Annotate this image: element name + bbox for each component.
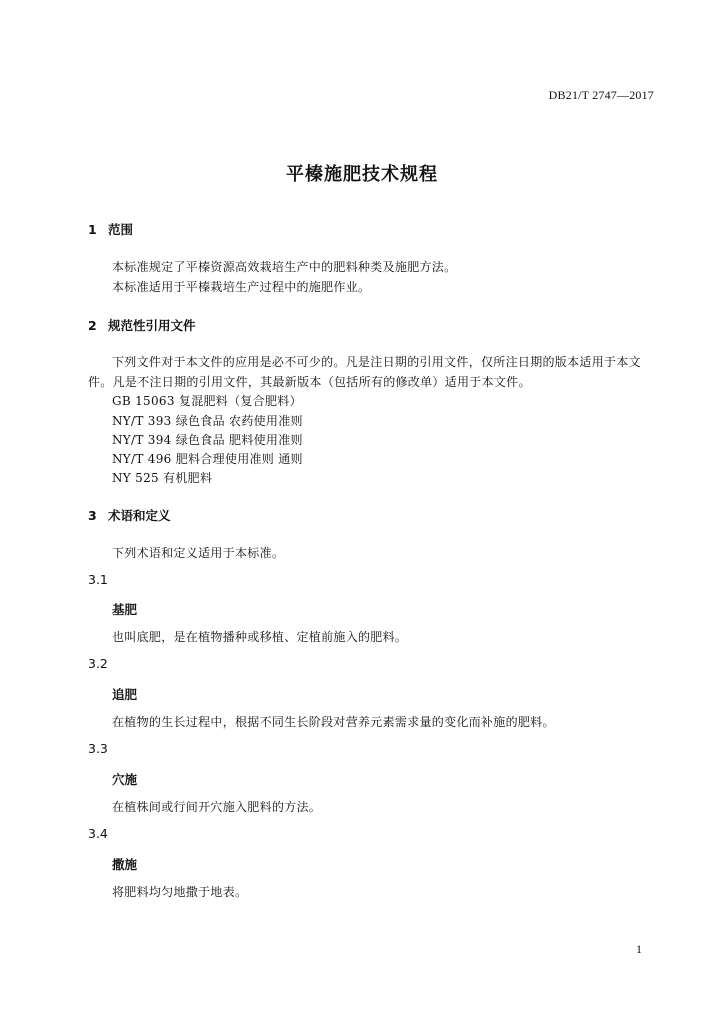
term-name: 基肥 [112, 602, 138, 617]
standard-number: DB21/T 2747—2017 [548, 88, 654, 102]
reference-doc: GB 15063 复混肥料（复合肥料） [112, 394, 302, 408]
term-name: 撒施 [112, 857, 138, 872]
term-number: 3.4 [88, 826, 108, 841]
reference-doc: NY/T 496 肥料合理使用准则 通则 [112, 452, 303, 466]
references-intro: 件。凡是不注日期的引用文件，其最新版本（包括所有的修改单）适用于本文件。 [88, 375, 531, 389]
document-title: 平榛施肥技术规程 [286, 164, 438, 185]
section-heading-terms [88, 506, 171, 524]
reference-doc: NY/T 393 绿色食品 农药使用准则 [112, 414, 303, 428]
section-heading-scope [88, 220, 133, 238]
term-name: 穴施 [112, 772, 138, 787]
reference-doc: NY/T 394 绿色食品 肥料使用准则 [112, 433, 303, 447]
section-number: 1 [88, 222, 97, 237]
term-number: 3.2 [88, 656, 108, 671]
term-name: 追肥 [112, 687, 138, 702]
section-number: 3 [88, 508, 97, 523]
term-number: 3.3 [88, 741, 108, 756]
term-definition: 将肥料均匀地撒于地表。 [112, 885, 248, 899]
references-intro: 下列文件对于本文件的应用是必不可少的。凡是注日期的引用文件，仅所注日期的版本适用于本文 [112, 355, 641, 369]
term-definition: 也叫底肥，是在植物播种或移植、定植前施入的肥料。 [112, 630, 408, 644]
section-title: 范围 [108, 222, 134, 237]
term-definition: 在植物的生长过程中，根据不同生长阶段对营养元素需求量的变化而补施的肥料。 [112, 715, 555, 729]
term-definition: 在植株间或行间开穴施入肥料的方法。 [112, 800, 322, 814]
section-title: 规范性引用文件 [108, 318, 196, 333]
scope-line: 本标准规定了平榛资源高效栽培生产中的肥料种类及施肥方法。 [112, 260, 457, 274]
section-number: 2 [88, 318, 97, 333]
section-title: 术语和定义 [108, 508, 171, 523]
scope-line: 本标准适用于平榛栽培生产过程中的施肥作业。 [112, 280, 371, 294]
page-number: 1 [636, 942, 642, 956]
section-heading-references [88, 316, 196, 334]
terms-intro: 下列术语和定义适用于本标准。 [112, 546, 285, 560]
term-number: 3.1 [88, 572, 108, 587]
reference-doc: NY 525 有机肥料 [112, 471, 213, 485]
